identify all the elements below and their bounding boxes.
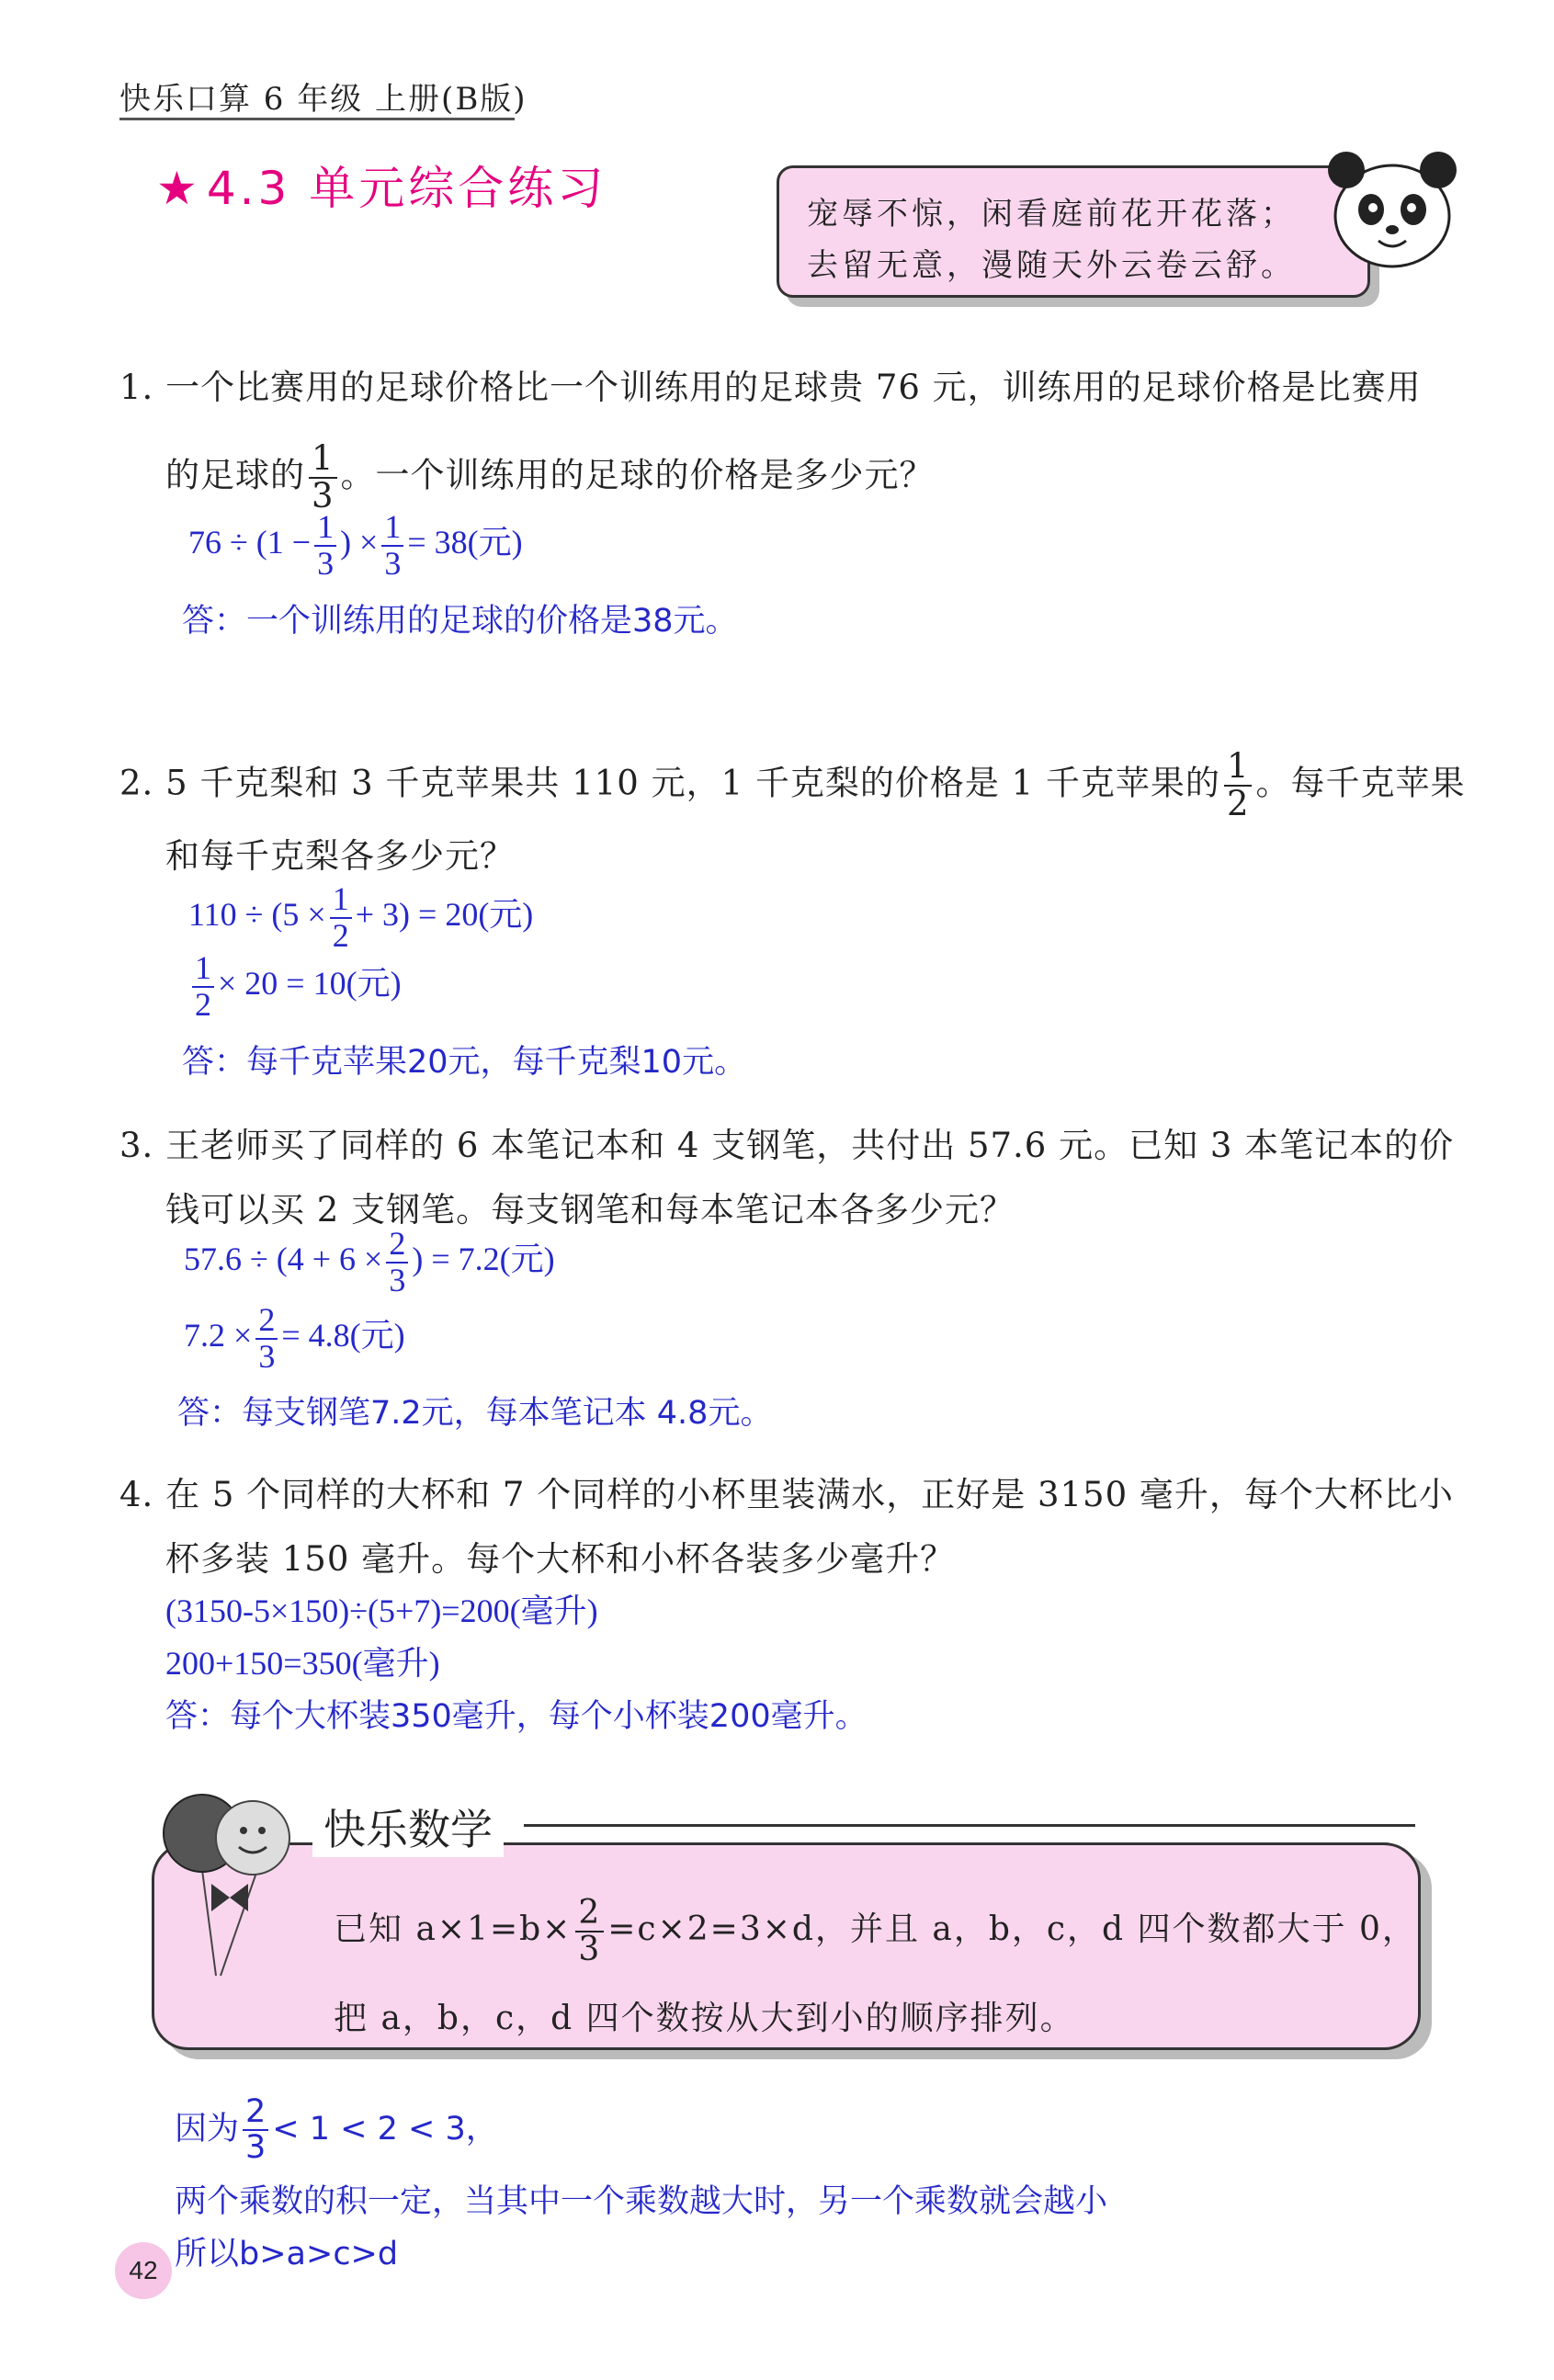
- q1-formula-a: 76 ÷ (1 −: [188, 524, 312, 561]
- q2-answer-formula-2: [188, 951, 402, 1023]
- q2-f1-den: 2: [332, 916, 349, 954]
- q2-line-1: [119, 746, 1466, 823]
- q2-f2-den: 2: [195, 985, 211, 1023]
- fun-math-box: [152, 1842, 1421, 2050]
- q1-frac-den: 3: [312, 475, 335, 516]
- q2-f2-num: 1: [192, 951, 214, 988]
- q1-formula-b: ) ×: [340, 524, 379, 561]
- fun-title-rule: [524, 1824, 1415, 1827]
- q3-f2-b: = 4.8(元): [281, 1317, 405, 1354]
- q3-answer-formula-2: [184, 1303, 405, 1375]
- q2-f1-num: 1: [330, 882, 352, 919]
- fun-answer-2: 两个乘数的积一定，当其中一个乘数越大时，另一个乘数就会越小: [175, 2183, 1108, 2220]
- fun-frac-den: 3: [578, 1930, 602, 1968]
- fun-frac-num: 2: [575, 1896, 604, 1932]
- q4-line-1: 4. 在 5 个同样的大杯和 7 个同样的小杯里装满水，正好是 3150 毫升，每个大杯比小: [119, 1475, 1454, 1514]
- q1-frac-num: 1: [309, 441, 337, 479]
- section-title: [156, 152, 607, 218]
- q1-formula-c: = 38(元): [407, 524, 523, 561]
- q1-f2-num: 1: [381, 510, 403, 547]
- q1-text-b: 。一个训练用的足球的价格是多少元？: [340, 455, 935, 495]
- q2-text-b: 。每千克苹果: [1255, 763, 1466, 803]
- fun-ans-a: 因为: [175, 2110, 240, 2148]
- q1-f2-den: 3: [384, 544, 402, 582]
- q1-f1-num: 1: [314, 510, 336, 547]
- q3-f2-num: 2: [255, 1303, 278, 1340]
- q2-f1-a: 110 ÷ (5 ×: [188, 896, 326, 934]
- q1-line-1: 1. 一个比赛用的足球价格比一个训练用的足球贵 76 元，训练用的足球价格是比赛用: [119, 368, 1422, 407]
- q2-text-a: 2. 5 千克梨和 3 千克苹果共 110 元，1 千克梨的价格是 1 千克苹果的: [119, 763, 1220, 803]
- section-title-text: 4.3 单元综合练习: [206, 162, 607, 215]
- q2-frac-num: 1: [1224, 749, 1253, 787]
- quote-box: [777, 165, 1370, 298]
- fun-text-a: 已知 a×1=b×: [334, 1910, 573, 1948]
- header-rule: [119, 118, 515, 120]
- q4-line-2: 杯多装 150 毫升。每个大杯和小杯各装多少毫升？: [165, 1539, 956, 1579]
- q3-answer-formula-1: [184, 1227, 555, 1298]
- fun-ans-num: 2: [243, 2095, 268, 2131]
- q4-answer: 答：每个大杯装350毫升，每个小杯装200毫升。: [165, 1698, 868, 1735]
- q3-f1-den: 3: [389, 1261, 406, 1298]
- q1-text-a: 的足球的: [165, 455, 305, 495]
- fun-answer-3: 所以b>a>c>d: [175, 2236, 399, 2272]
- fun-ans-den: 3: [245, 2128, 267, 2166]
- q1-answer: 答：一个训练用的足球的价格是38元。: [182, 603, 738, 640]
- fun-math-title: 快乐数学: [312, 1796, 504, 1857]
- fun-ans-b: < 1 < 2 < 3，: [272, 2110, 498, 2148]
- fun-text-b: =c×2=3×d，并且 a，b，c，d 四个数都大于 0，: [607, 1910, 1417, 1948]
- q4-answer-formula-2: 200+150=350(毫升): [165, 1645, 440, 1682]
- fun-answer-1: [175, 2095, 498, 2165]
- q2-frac-den: 2: [1226, 783, 1250, 823]
- q4-answer-formula-1: (3150-5×150)÷(5+7)=200(毫升): [165, 1592, 598, 1629]
- quote-line-1: 宠辱不惊，闲看庭前花开花落；: [807, 196, 1296, 232]
- q3-line-2: 钱可以买 2 支钢笔。每支钢笔和每本笔记本各多少元？: [165, 1190, 1015, 1230]
- fun-line-2: 把 a，b，c，d 四个数按从大到小的顺序排列。: [334, 2000, 1075, 2037]
- q2-line-2: 和每千克梨各多少元？: [165, 836, 515, 876]
- q2-f1-b: + 3) = 20(元): [355, 896, 534, 934]
- q2-answer-formula-1: [188, 882, 533, 954]
- balloons-icon: [147, 1783, 303, 1994]
- q1-answer-formula: [188, 510, 523, 582]
- q1-line-2: [165, 438, 935, 516]
- fun-line-1: [334, 1896, 1417, 1967]
- star-icon: ★: [156, 162, 201, 215]
- book-header: 快乐口算 6 年级 上册(B版): [119, 81, 527, 118]
- q3-line-1: 3. 王老师买了同样的 6 本笔记本和 4 支钢笔，共付出 57.6 元。已知 3 本笔记本的价: [119, 1126, 1455, 1165]
- q1-f1-den: 3: [317, 544, 335, 582]
- q2-answer: 答：每千克苹果20元，每千克梨10元。: [182, 1044, 747, 1081]
- q3-f1-b: ) = 7.2(元): [412, 1241, 555, 1278]
- q3-answer: 答：每支钢笔7.2元，每本笔记本 4.8元。: [177, 1395, 773, 1432]
- q2-f2-b: × 20 = 10(元): [218, 965, 402, 1003]
- q3-f1-a: 57.6 ÷ (4 + 6 ×: [184, 1241, 383, 1278]
- page-number: 42: [115, 2242, 172, 2299]
- q3-f2-a: 7.2 ×: [184, 1317, 253, 1354]
- panda-icon: [1323, 147, 1461, 276]
- q3-f2-den: 3: [258, 1337, 276, 1375]
- quote-line-2: 去留无意，漫随天外云卷云舒。: [807, 247, 1296, 284]
- q3-f1-num: 2: [386, 1227, 408, 1264]
